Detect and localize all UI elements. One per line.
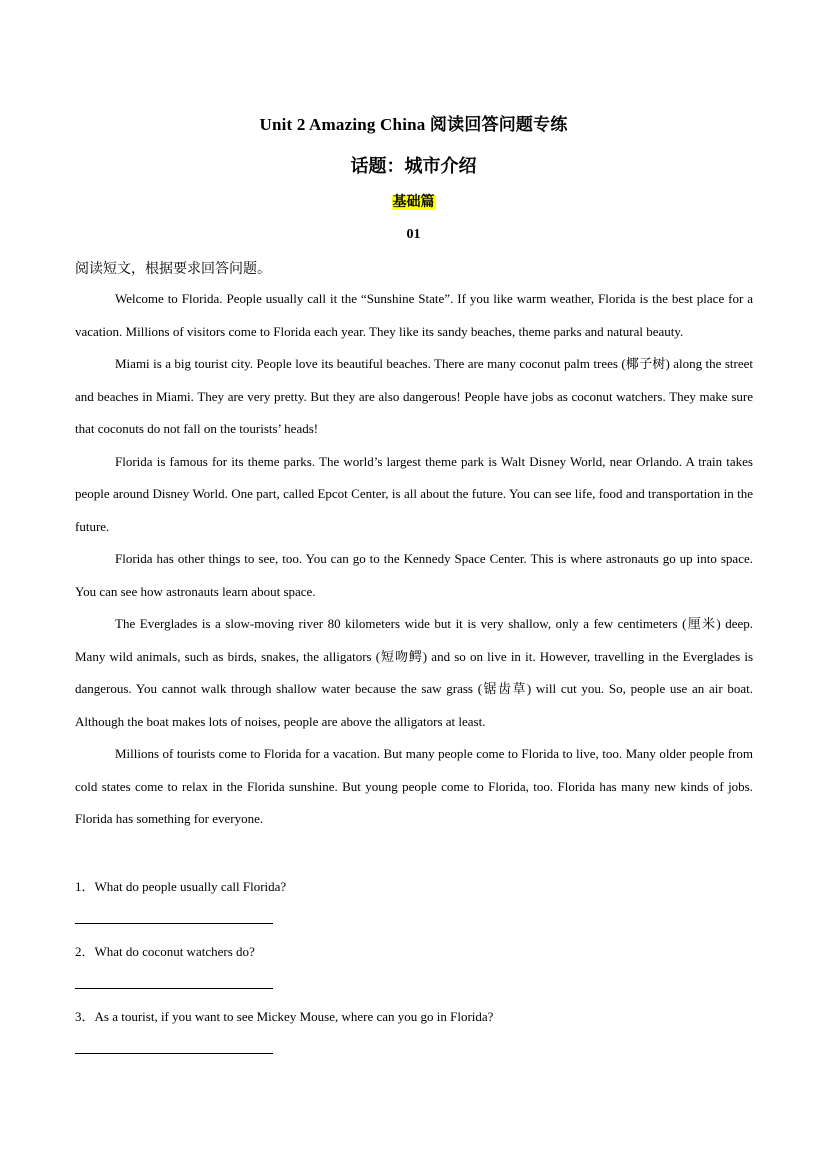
reading-passage [75, 283, 753, 836]
passage-paragraph: Florida has other things to see, too. You can go to the Kennedy Space Center. This is where astronauts go up into space. You can see how astronauts learn about space. [75, 551, 753, 599]
passage-paragraph: Florida is famous for its theme parks. The world’s largest theme park is Walt Disney World, near Orlando. A train takes people around Disney World. One part, called Epcot Center, is all about the future. You can see life, food and transportation in the future. [75, 453, 753, 534]
level-tag-label: 基础篇 [392, 195, 435, 210]
question-3: 3．As a tourist, if you want to see Mickey Mouse, where can you go in Florida? [75, 1009, 494, 1024]
answer-line-2[interactable] [75, 988, 273, 989]
passage-paragraph: Miami is a big tourist city. People love its beautiful beaches. There are many coconut palm trees (椰子树) along the street and beaches in Miami. They are very pretty. But they are also dangerous! People have jobs as coconut watchers. They make sure that coconuts do not fall on the tourists’ heads! [75, 356, 753, 436]
topic-subtitle: 话题：城市介绍 [350, 156, 477, 176]
passage-paragraph: Welcome to Florida. People usually call it the “Sunshine State”. If you like warm weather, Florida is the best place for a vacation. Millions of visitors come to Florida each year. They like its sandy beaches, theme parks and natural beauty. [75, 291, 753, 339]
page-title: Unit 2 Amazing China 阅读回答问题专练 [259, 115, 568, 134]
answer-line-3[interactable] [75, 1053, 273, 1054]
question-1: 1．What do people usually call Florida? [75, 879, 287, 894]
section-number: 01 [406, 227, 421, 242]
passage-paragraph: Millions of tourists come to Florida for a vacation. But many people come to Florida to live, too. Many older people from cold states come to relax in the Florida sunshine. But young people come to Florida, too. Florida has many new kinds of jobs. Florida has something for everyone. [75, 746, 753, 826]
level-tag [0, 191, 827, 211]
answer-line-1[interactable] [75, 923, 273, 924]
instruction-text: 阅读短文，根据要求回答问题。 [75, 262, 271, 277]
question-2: 2．What do coconut watchers do? [75, 944, 255, 959]
passage-paragraph: The Everglades is a slow-moving river 80 kilometers wide but it is very shallow, only a few centimeters (厘米) deep. Many wild animals, such as birds, snakes, the alligators (短吻鳄) and so on live in it. However, travelling in the Everglades is dangerous. You cannot walk through shallow water because the saw grass (锯齿草) will cut you. So, people use an air boat. Although the boat makes lots of noises, people are above the alligators at least. [75, 616, 753, 729]
